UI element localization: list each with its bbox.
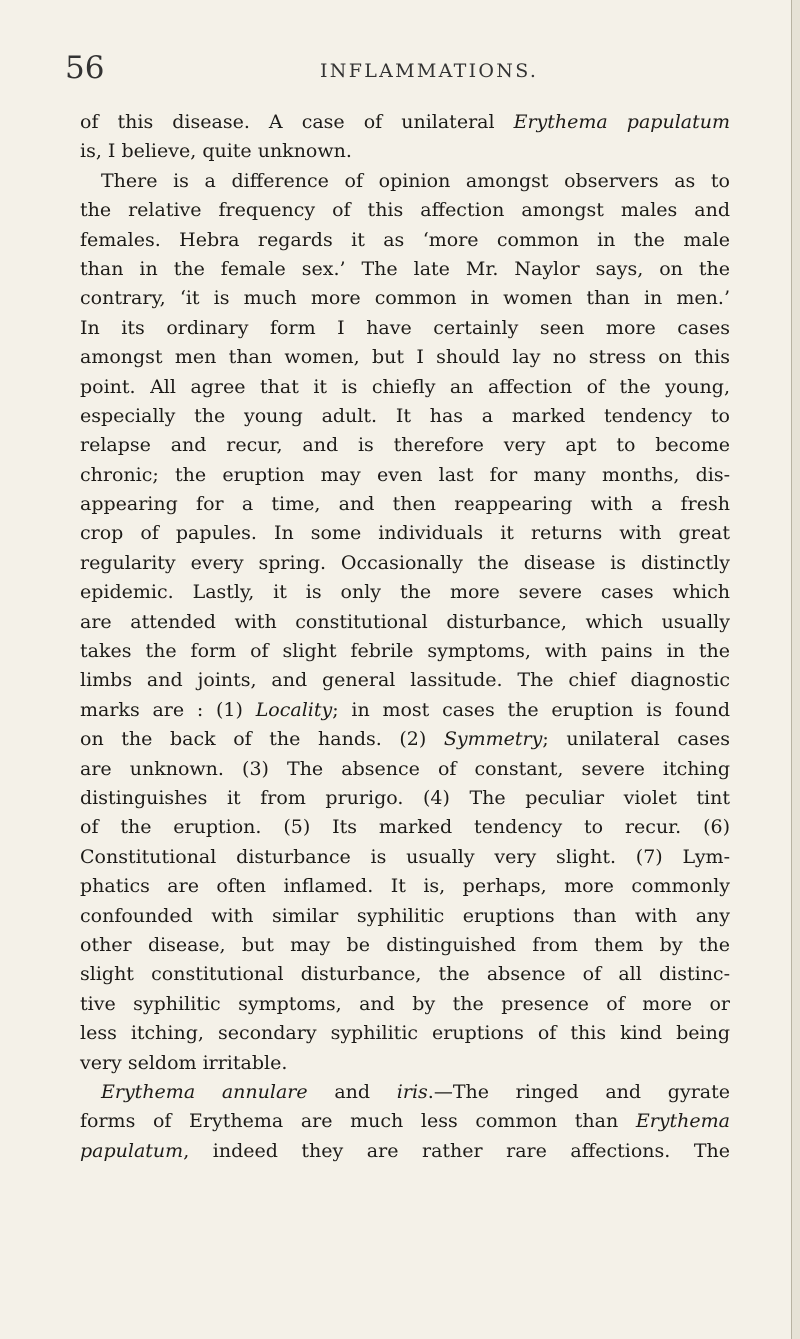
text-line: chronic; the eruption may even last for many months, dis- [80, 463, 730, 486]
text-line: contrary, ‘it is much more common in women than in men.’ [80, 287, 730, 310]
page-edge [791, 0, 800, 1339]
text-line: relapse and recur, and is therefore very apt to become [80, 434, 730, 457]
text-line: crop of papules. In some individuals it returns with great [80, 522, 730, 545]
page-number: 56 [65, 50, 105, 86]
text-line: the relative frequency of this affection amongst males and [80, 199, 730, 222]
text-line: marks are : (1) Locality; in most cases the eruption is found [80, 698, 730, 721]
text-line: distinguishes it from prurigo. (4) The peculiar violet tint [80, 786, 730, 809]
text-line: point. All agree that it is chiefly an affection of the young, [80, 375, 730, 398]
text-line: very seldom irritable. [80, 1051, 288, 1074]
text-line: especially the young adult. It has a marked tendency to [80, 404, 730, 427]
text-line: less itching, secondary syphilitic eruptions of this kind being [80, 1022, 730, 1045]
text-line: takes the form of slight febrile symptoms, with pains in the [80, 640, 730, 663]
text-line: amongst men than women, but I should lay no stress on this [80, 346, 730, 369]
text-line: slight constitutional disturbance, the absence of all distinc- [80, 963, 730, 986]
text-line: Erythema annulare and iris.—The ringed and gyrate [101, 1080, 730, 1103]
text-line: epidemic. Lastly, it is only the more severe cases which [80, 581, 730, 604]
text-line: on the back of the hands. (2) Symmetry; unilateral cases [80, 728, 731, 751]
text-line: is, I believe, quite unknown. [80, 140, 352, 163]
text-line: Constitutional disturbance is usually very slight. (7) Lym- [80, 845, 730, 868]
text-line: are unknown. (3) The absence of constant, severe itching [80, 757, 730, 780]
text-line: tive syphilitic symptoms, and by the presence of more or [80, 992, 730, 1015]
text-line: other disease, but may be distinguished from them by the [80, 933, 730, 956]
text-line: phatics are often inflamed. It is, perhaps, more commonly [80, 875, 730, 898]
text-line: forms of Erythema are much less common than Erythema [80, 1110, 730, 1133]
text-line: of this disease. A case of unilateral Erythema papulatum [80, 111, 730, 133]
text-line: In its ordinary form I have certainly seen more cases [80, 316, 730, 339]
text-line: appearing for a time, and then reappearing with a fresh [80, 493, 730, 516]
text-line: of the eruption. (5) Its marked tendency to recur. (6) [80, 816, 730, 839]
text-line: regularity every spring. Occasionally the disease is distinctly [80, 551, 730, 574]
text-line: papulatum, indeed they are rather rare affections. The [80, 1139, 730, 1162]
body-text [80, 108, 730, 1166]
text-line: There is a difference of opinion amongst observers as to [101, 169, 730, 192]
text-line: limbs and joints, and general lassitude. The chief diagnostic [80, 669, 730, 692]
text-line: confounded with similar syphilitic eruptions than with any [80, 904, 730, 927]
text-line: females. Hebra regards it as ‘more common in the male [80, 228, 730, 251]
running-head: INFLAMMATIONS. [320, 60, 539, 82]
text-line: than in the female sex.’ The late Mr. Naylor says, on the [80, 257, 730, 280]
text-line: are attended with constitutional disturbance, which usually [80, 610, 730, 633]
